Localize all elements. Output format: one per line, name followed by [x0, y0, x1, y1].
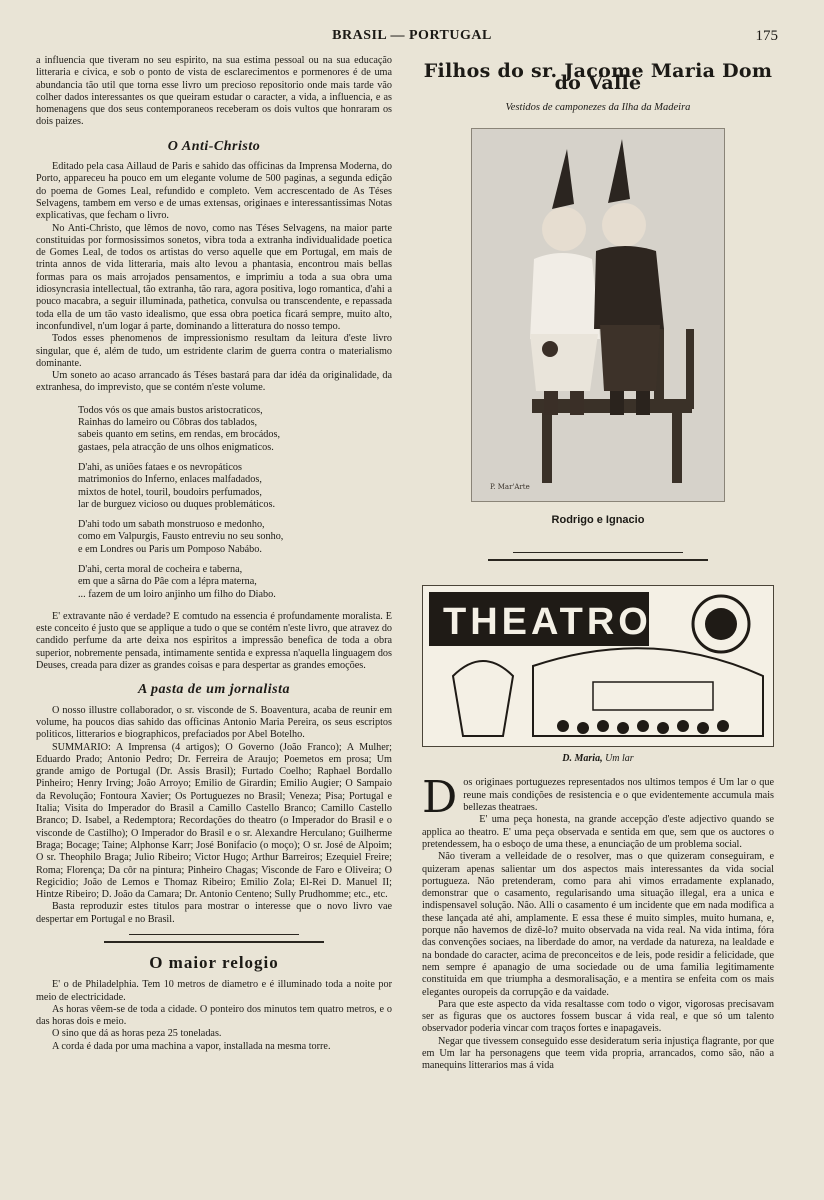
article-paragraph: Um soneto ao acaso arrancado ás Téses bastará para dar idéa da originalidade, da extranhesa, do imprevisto, que se contém n'este volume. — [36, 370, 392, 394]
article-paragraph: Basta reproduzir estes titulos para mostrar o interesse que o novo livro vae despertar em Portugal e no Brasil. — [36, 901, 392, 925]
divider — [488, 559, 708, 561]
photo-signature: P. Mar'Arte — [490, 482, 530, 491]
poem-line: D'ahi todo um sabath monstruoso e medonho, — [78, 519, 265, 531]
divider — [129, 934, 299, 935]
banner-caption-play: Um lar — [605, 753, 634, 765]
banner-caption — [422, 753, 774, 765]
poem-line: ... fazem de um loiro anjinho um filho do Diabo. — [78, 588, 276, 600]
theatros-banner — [422, 585, 774, 747]
feature-title: Filhos do sr. Jacome Maria Dom do Valle — [423, 60, 773, 95]
divider — [104, 941, 324, 943]
poem-line: e em Londres ou Paris um Pomposo Nabábo. — [78, 543, 262, 555]
children-photo-illustration — [472, 129, 724, 501]
section-title-pasta: A pasta de um jornalista — [137, 682, 291, 698]
left-column — [36, 55, 392, 1053]
poem-line: em que a sârna do Pâe com a lépra materna, — [78, 576, 257, 588]
article-paragraph: os originaes portuguezes representados nos ultimos tempos é Um lar o que reune mais condições de resistencia e o que evidentemente accumula mais bellezas theatraes. — [463, 777, 774, 814]
article-paragraph: E' extravante não é verdade? E comtudo na essencia é profundamente moralista. E este conceito é justo que se applique a tudo o que se contém n'este livro, que atravez do candido perfume da arte deixa nos espiritos a impressão benefica de toda a obra superior, nobremente pensada, intimamente sentida e expressa n'aquella linguagem dos Deuses, creada para dizer as grandes coisas e para despertar as grandes emoções. — [36, 610, 393, 672]
children-photograph — [471, 128, 725, 502]
article-paragraph: Para que este aspecto da vida resaltasse com todo o vigor, vigorosas precisavam ser as figuras que os auctores fossem buscar á vida real, e que só um talento observador poderia vincar com traços fortes e inapagaveis. — [422, 998, 774, 1035]
article-paragraph: Todos esses phenomenos de impressionismo resultam da leitura d'este livro singular, que é, além de tudo, um estridente clarim de guerra contra o materialismo dominante. — [36, 333, 392, 369]
article-paragraph: E' uma peça honesta, na grande accepção d'este adjectivo quando se applica ao theatro. E' uma peça observada e sentida em que, sem que os auctores o pretendessem, ha o esboço de uma these, a enunciação de um problema social. — [422, 814, 774, 850]
intro-paragraph: a influencia que tiveram no seu espirito, na sua estima pessoal ou na sua educação litteraria e civica, e sob o ponto de vista de esclarecimentos e pormenores é de uma abundancia tão util que torna esse livro um precioso repositorio onde mais tarde vão colher dados interessantes os que queiram estudar o caracter, a vida, a influencia, e as homenagens que dos seus contemporaneos receberam os dois vultos que honraram os dois paizes. — [36, 55, 392, 128]
divider — [513, 552, 683, 553]
photo-caption: Rodrigo e Ignacio — [551, 513, 645, 526]
page-header — [0, 28, 824, 48]
stanza — [78, 519, 392, 556]
banner-title: THEATROS — [443, 601, 682, 644]
article-paragraph: No Anti-Christo, que lêmos de novo, como nas Téses Selvagens, na maior parte constituidas por formosissimos sonetos, vibra toda a extranha individualidade poetica de Gomes Leal, de todos os artistas do verso aquelle que em Portugal, em mais de trinta annos de vida litteraria, mais alto levou a phantasia, encontrou mais bellas formas para os mais arrojados pensamentos, e imprimiu a toda a sua obra uma idiosyncrasia intellectual, tão extranha, tão rara, agora positiva, logo romantica, d'ahi a pouco macabra, a seguir illuminada, pathetica, convulsa ou transcendente, e repassada toda ella de um tão vasto idealismo, que essa obra poetica ficará sempre, muito alto, inconfundivel, n'um logar á parte, dominando a litteratura do nosso tempo. — [36, 222, 392, 332]
article-paragraph: O nosso illustre collaborador, o sr. visconde de S. Boaventura, acaba de reunir em volume, ha poucos dias sahido das officinas Antonio Maria Pereira, os seus escriptos politicos, litterarios e biographicos, prefaciados por Abel Botelho. — [36, 704, 392, 741]
article-paragraph: As horas vêem-se de toda a cidade. O ponteiro dos minutos tem quatro metros, e o das horas dois e meio. — [36, 1003, 392, 1028]
poem-line: matrimonios do Inferno, enlaces malfadados, — [78, 474, 262, 486]
summary-paragraph: SUMMARIO: A Imprensa (4 artigos); O Governo (João Franco); A Mulher; Eduardo Prado; Antonio Pedro; Dr. Ferreira de Araujo; Poemetos em prosa; Um grande amigo de Portugal (Dr. Assis Brasil); Furtado Coelho; Raphael Bordallo Pinheiro; Henry Irving; João Arroyo; Emilio de Girardin; Emilio Augier; O Sampaio da Revolução; Fontoura Xavier; Os Portuguezes no Brasil; Veneza; Pisa; Portugal e Italia; Visita do Imperador do Brasil a Camillo Castello Branco; Camillo Castello Branco; D. Isabel, a Redemptora; Recordações do theatro (o Imperador do Brasil e o visconde de Castilho); O Imperador do Brasil e o sr. Alexandre Herculano; Guilherme Braga; Bocage; Taine; Alphonse Karr; José Bonifacio (o moço); O sr. José de Alpoim; O sr. Theophilo Braga; Julio Ribeiro; Victor Hugo; Arthur Barreiros; Ezequiel Freire; Roma; Florença; Da côr na pintura; Pinheiro Chagas; Visconde de Faro e Oliveira; O Regicidio; João de Lemos e Thomaz Ribeiro; Emilio Zola; El-Rei D. Manuel II; Hintze Ribeiro; D. João da Camara; Dr. Antonio Centeno; Sully Prudhomme; etc., etc. — [36, 741, 392, 901]
drop-cap: D — [422, 772, 458, 824]
poem-line: Rainhas do lameiro ou Côbras dos tablados, — [78, 417, 258, 429]
poem-line: sabeis quanto em setins, em rendas, em brocádos, — [78, 429, 280, 441]
poem-line: Todos vós os que amais bustos aristocraticos, — [78, 404, 263, 416]
poem-line: mixtos de hotel, touril, boudoirs perfumados, — [78, 486, 262, 498]
stanza — [78, 462, 392, 511]
page-number: 175 — [755, 28, 778, 44]
poem-line: gastaes, pela atracção de uns olhos enigmaticos. — [78, 441, 274, 453]
poem-line: D'ahi, certa moral de cocheira e taberna, — [78, 563, 243, 575]
banner-caption-title: D. Maria, — [562, 753, 603, 765]
poem-line: lar de burguez vicioso ou duques problemáticos. — [78, 498, 276, 510]
stanza — [78, 405, 392, 454]
feature-subtitle: Vestidos de camponezes da Ilha da Madeira — [505, 101, 691, 113]
sonnet — [78, 405, 392, 601]
article-paragraph: E' o de Philadelphia. Tem 10 metros de diametro e é illuminado toda a noite por meio de electricidade. — [36, 979, 392, 1003]
theatre-article — [422, 772, 774, 1072]
stanza — [78, 564, 392, 601]
section-title-anti-christo: O Anti-Christo — [167, 138, 261, 154]
right-column — [422, 55, 774, 1073]
section-title-relogio: O maior relogio — [149, 953, 279, 972]
article-paragraph: Negar que tivessem conseguido esse desideratum seria injustiça flagrante, por que em Um lar ha personagens que teem vida propria, arrancados, como são, não a manequins litterarios mas á vida — [422, 1035, 774, 1072]
poem-line: como em Valpurgis, Fausto entreviu no seu sonho, — [78, 531, 284, 543]
running-title: BRASIL — PORTUGAL — [332, 28, 492, 43]
article-paragraph: O sino que dá as horas peza 25 toneladas. — [52, 1028, 222, 1040]
article-paragraph: Editado pela casa Aillaud de Paris e sahido das officinas da Imprensa Moderna, do Porto, appareceu ha pouco em um elegante volume de 500 paginas, a segunda edição do poema de Gomes Leal, refundido e completo. Vem accrescentado de As Téses Selvagens, tambem em verso e de umas extensas, originaes e interessantissimas Notas explicativas, que fecham o livro. — [36, 161, 392, 222]
article-paragraph: Não tiveram a velleidade de o resolver, mas o que quizeram conseguiram, e quizeram apenas salientar um dos aspectos mais interessantes da vida social portugueza. Não pretenderam, como para ahi vimos erradamente explanado, demonstrar que o casamento, regularisando uma situação illegal, era a unica e indispensavel solução. Não. Alli o casamento é um incidente que em nada modifica a these lançada até ahi, amplamente. E essa these é muito simples, muito humana, e, porque não havemos de dizê-lo? muito observada na vida real. Na vida intima, fóra das convenções sociaes, na liberdade do amor, na verdade da natureza, na lealdade e na bondade do caracter, acima de preconceitos e de leis, pode residir a felicidade, que nem sempre é apanagio de uma sociedade ou de uma familia legitimamente constituida em que triumpha a desmoralisação, e a mentira se enfeita com os mais elegantes ouropeis da corrupção e da vaidade. — [422, 851, 774, 998]
theatre-illustration — [423, 586, 773, 746]
poem-line: D'ahi, as uniões fataes e os nevropáticos — [78, 461, 242, 473]
article-paragraph: A corda é dada por uma machina a vapor, installada na mesma torre. — [52, 1040, 331, 1052]
